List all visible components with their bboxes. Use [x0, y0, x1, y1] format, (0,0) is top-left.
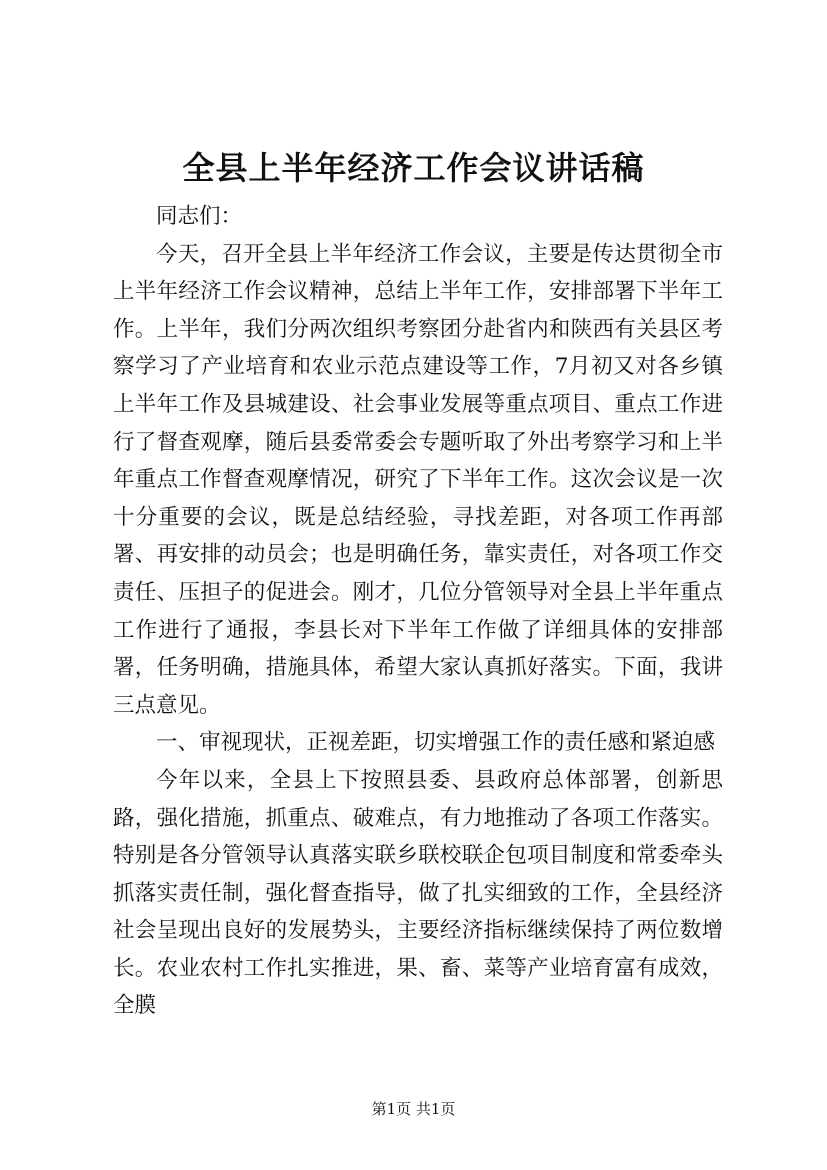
- section-heading: 一、审视现状，正视差距，切实增强工作的责任感和紧迫感: [156, 730, 716, 756]
- page-number-footer: 第1页 共1页: [371, 1100, 456, 1118]
- paragraph: 今天，召开全县上半年经济工作会议，主要是传达贯彻全市上半年经济工作会议精神，总结上半年工作，安排部署下半年工作。上半年，我们分两次组织考察团分赴省内和陕西有关县区考察学习了产业培育和农业示范点建设等工作，7月初又对各乡镇上半年工作及县城建设、社会事业发展等重点项目、重点工作进行了督查观摩，随后县委常委会专题听取了外出考察学习和上半年重点工作督查观摩情况，研究了下半年工作。这次会议是一次十分重要的会议，既是总结经验，寻找差距，对各项工作再部署、再安排的动员会；也是明确任务，靠实责任，对各项工作交责任、压担子的促进会。刚才，几位分管领导对全县上半年重点工作进行了通报，李县长对下半年工作做了详细具体的安排部署，任务明确，措施具体，希望大家认真抓好落实。下面，我讲三点意见。: [113, 241, 723, 718]
- salutation: 同志们：: [156, 204, 243, 229]
- document-body: [113, 198, 723, 1025]
- document-title: 全县上半年经济工作会议讲话稿: [182, 149, 645, 187]
- paragraph: 今年以来，全县上下按照县委、县政府总体部署，创新思路，强化措施，抓重点、破难点，有力地推动了各项工作落实。特别是各分管领导认真落实联乡联校联企包项目制度和常委牵头抓落实责任制，强化督查指导，做了扎实细致的工作，全县经济社会呈现出良好的发展势头，主要经济指标继续保持了两位数增长。农业农村工作扎实推进，果、畜、菜等产业培育富有成效，全膜: [113, 767, 723, 1019]
